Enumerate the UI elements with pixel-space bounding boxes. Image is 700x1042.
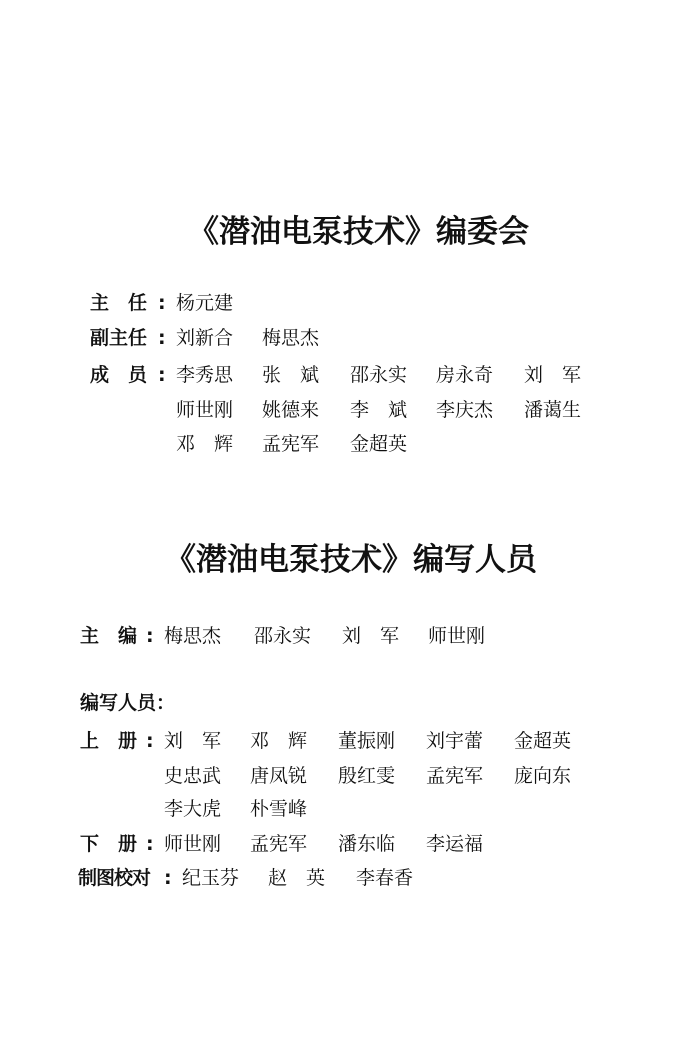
volume2-label: 下 册 bbox=[80, 833, 138, 855]
member-name: 潘蔼生 bbox=[524, 399, 582, 421]
chief-editor-name: 师世刚 bbox=[428, 625, 486, 647]
volume1-name: 庞向东 bbox=[514, 765, 572, 787]
member-name: 姚德来 bbox=[262, 399, 320, 421]
member-name: 李 斌 bbox=[350, 399, 408, 421]
volume1-name: 唐凤锐 bbox=[250, 765, 308, 787]
chief-editor-name: 梅思杰 bbox=[164, 625, 222, 647]
member-name: 孟宪军 bbox=[262, 433, 320, 455]
volume1-name: 刘宇蕾 bbox=[426, 730, 484, 752]
writers-title: 《潜油电泵技术》编写人员 bbox=[165, 542, 537, 578]
member-name: 张 斌 bbox=[262, 364, 320, 386]
writers-heading: 编写人员： bbox=[80, 692, 176, 714]
member-name: 金超英 bbox=[350, 433, 408, 455]
deputy-name: 梅思杰 bbox=[262, 327, 320, 349]
volume1-name: 刘 军 bbox=[164, 730, 222, 752]
chief-editor-colon: : bbox=[146, 625, 154, 647]
director-colon: : bbox=[158, 292, 166, 314]
volume2-name: 潘东临 bbox=[338, 833, 396, 855]
chief-editor-label: 主 编 bbox=[80, 625, 138, 647]
volume2-name: 孟宪军 bbox=[250, 833, 308, 855]
deputy-label: 副主任 bbox=[90, 327, 148, 349]
volume1-name: 金超英 bbox=[514, 730, 572, 752]
director-name: 杨元建 bbox=[176, 292, 234, 314]
member-name: 刘 军 bbox=[524, 364, 582, 386]
committee-title: 《潜油电泵技术》编委会 bbox=[188, 214, 529, 250]
chief-editor-name: 刘 军 bbox=[342, 625, 400, 647]
volume2-name: 李运福 bbox=[426, 833, 484, 855]
deputy-colon: : bbox=[158, 327, 166, 349]
volume2-colon: : bbox=[146, 833, 154, 855]
proofreading-label: 制图校对 bbox=[78, 867, 151, 889]
member-name: 邓 辉 bbox=[176, 433, 234, 455]
members-colon: : bbox=[158, 364, 166, 386]
proofreading-name: 赵 英 bbox=[268, 867, 326, 889]
volume1-name: 孟宪军 bbox=[426, 765, 484, 787]
member-name: 邵永实 bbox=[350, 364, 408, 386]
volume1-name: 殷红雯 bbox=[338, 765, 396, 787]
volume2-name: 师世刚 bbox=[164, 833, 222, 855]
members-label: 成 员 bbox=[90, 364, 148, 386]
proofreading-name: 纪玉芬 bbox=[182, 867, 240, 889]
member-name: 师世刚 bbox=[176, 399, 234, 421]
director-label: 主 任 bbox=[90, 292, 148, 314]
deputy-name: 刘新合 bbox=[176, 327, 234, 349]
volume1-name: 史忠武 bbox=[164, 765, 222, 787]
volume1-name: 邓 辉 bbox=[250, 730, 308, 752]
member-name: 李秀思 bbox=[176, 364, 234, 386]
member-name: 李庆杰 bbox=[436, 399, 494, 421]
chief-editor-name: 邵永实 bbox=[254, 625, 312, 647]
member-name: 房永奇 bbox=[436, 364, 494, 386]
proofreading-name: 李春香 bbox=[356, 867, 414, 889]
volume1-label: 上 册 bbox=[80, 730, 138, 752]
volume1-name: 李大虎 bbox=[164, 798, 222, 820]
volume1-name: 朴雪峰 bbox=[250, 798, 308, 820]
volume1-colon: : bbox=[146, 730, 154, 752]
volume1-name: 董振刚 bbox=[338, 730, 396, 752]
proofreading-colon: : bbox=[164, 867, 172, 889]
